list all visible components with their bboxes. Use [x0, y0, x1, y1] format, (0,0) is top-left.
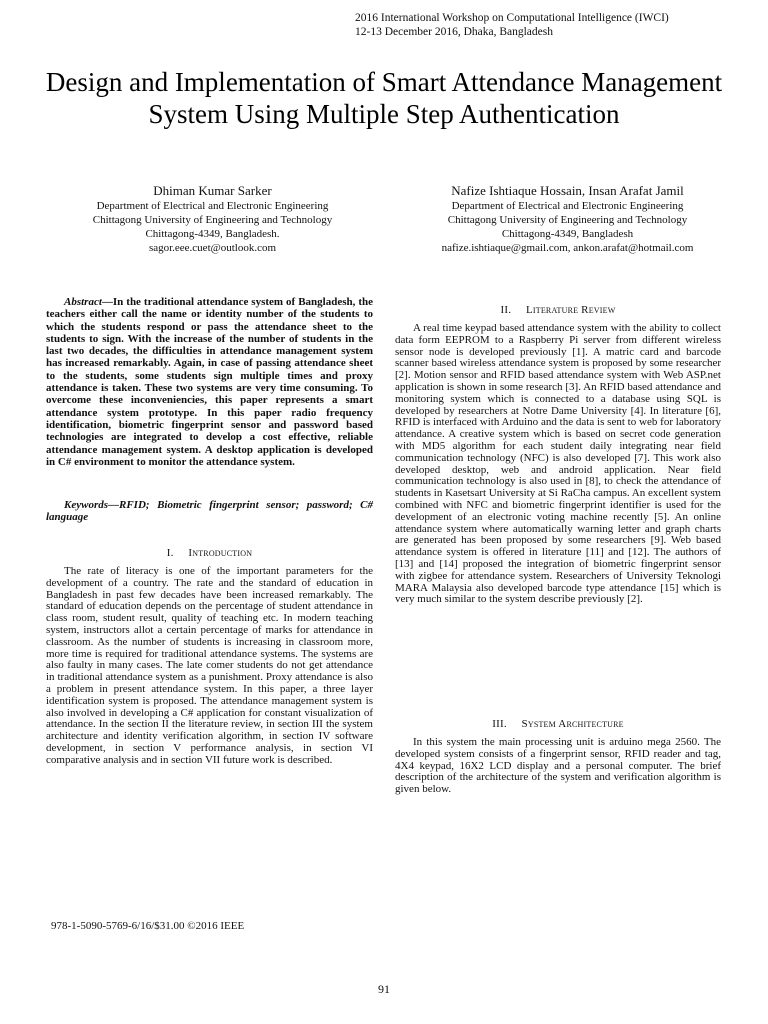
section-heading-system-architecture: [395, 718, 721, 731]
author-university: Chittagong University of Engineering and Technology: [92, 214, 333, 226]
section-heading-literature-review: [395, 304, 721, 317]
author-block-1: [30, 182, 395, 255]
author-department: Department of Electrical and Electronic Engineering: [96, 200, 329, 212]
section-number: III.: [492, 718, 507, 730]
author-name: Dhiman Kumar Sarker: [153, 183, 272, 198]
section-number: II.: [500, 304, 512, 316]
conference-name: 2016 International Workshop on Computational Intelligence (IWCI): [355, 12, 669, 24]
conference-date-location: 12-13 December 2016, Dhaka, Bangladesh: [355, 26, 553, 38]
author-name: Nafize Ishtiaque Hossain, Insan Arafat Jamil: [451, 183, 684, 198]
author-email: sagor.eee.cuet@outlook.com: [148, 242, 277, 254]
keywords: Keywords—RFID; Biometric fingerprint sensor; password; C# language: [46, 499, 373, 524]
paper-title: Design and Implementation of Smart Attendance Management System Using Multiple Step Authentication: [45, 67, 723, 129]
introduction-paragraph: The rate of literacy is one of the important parameters for the development of a country. The rate and the standard of education in Bangladesh in past few decades have been increased remarkably. The standard of education depends on the percentage of student attendance in class room, student result, quality of teaching etc. In modern teaching system, instructors allot a certain percentage of marks for attendance in classroom. As the number of students is increasing in classroom more, more time is required for traditional attendance systems. The systems are also faulty in many cases. The late comer students do not get attendance in traditional attendance system as a punishment. Proxy attendance is also a problem in present attendance system. In this paper, a three layer identification system is proposed. The attendance management system is also involved in developing a C# application for constant visualization of attendance. In the section II the literature review, in section III the system architecture and identity verification algorithm, in section IV software development, in section V performance analysis, in section VI comparative analysis and in section VII future work is described.: [46, 565, 373, 766]
literature-review-body: [395, 323, 721, 606]
author-location: Chittagong-4349, Bangladesh.: [145, 228, 280, 240]
conference-header: [355, 11, 669, 39]
author-location: Chittagong-4349, Bangladesh: [501, 228, 634, 240]
section-title: Literature Review: [525, 304, 616, 316]
copyright-notice: 978-1-5090-5769-6/16/$31.00 ©2016 IEEE: [51, 920, 245, 932]
section-title: System Architecture: [521, 718, 624, 730]
page-number: 91: [378, 982, 390, 996]
author-email: nafize.ishtiaque@gmail.com, ankon.arafat@hotmail.com: [441, 242, 694, 254]
section-title: Introduction: [188, 547, 253, 559]
literature-review-paragraph: A real time keypad based attendance system with the ability to collect data form EEPROM to a Raspberry Pi server from different wireless sensor node is developed previously [1]. A matric card and barcode scanner based wireless attendance system is proposed by some researcher [2]. Motion sensor and RFID based attendance system with Web ASP.net application is shown in some research [3]. An RFID based attendance and monitoring system which is connected to a database using SQL is developed by researchers at Notre Dame University [4]. In literature [6], RFID is interfaced with Arduino and the data is sent to web for laboratory attendance. A creative system which is based on secret code generation with MD5 algorithm for each student daily integrating near field communication technology (NFC) is also developed [7]. This work also developed desktop, web and android application. Near field communication technology is also used in [8], to check the attendance of students in Kasetsart University at Si RaCha campus. An excellent system combined with NFC and biometric fingerprint identifier is used for the development of an electronic voting machine recently [5]. An online attendance system where automatically warning letter and graph charts are generated has been proposed by some researchers [9]. Web based attendance system is offered in literature [11] and [12]. The authors of [13] and [14] proposed the integration of biometric fingerprint sensor with zigbee for attendance system. Researchers of University Teknologi MARA Malaysia also developed barcode type attendance [15] which is very much similar to the system describe previously [2].: [395, 322, 721, 606]
author-department: Department of Electrical and Electronic Engineering: [451, 200, 684, 212]
abstract-label: Abstract: [64, 296, 102, 308]
section-number: I.: [166, 547, 174, 559]
introduction-body: [46, 566, 373, 767]
author-university: Chittagong University of Engineering and Technology: [447, 214, 688, 226]
author-block-2: [385, 182, 750, 255]
section-heading-introduction: [46, 547, 373, 560]
abstract-text: —In the traditional attendance system of Bangladesh, the teachers either call the name or identity number of the students to which the students respond or pass the attendance sheet to the students to sign. With the increase of the number of students in the last two decades, the difficulties in attendance management system has increased remarkably. Again, in case of passing attendance sheet to the students, some students sign multiple times and proxy attendance is taken. These two systems are very time consuming. To overcome these inconveniencies, this paper represents a smart attendance system prototype. In this paper radio frequency identification, biometric fingerprint sensor and password based technologies are integrated to develop a cost effective, reliable attendance management system. A desktop application is developed in C# environment to monitor the attendance system.: [46, 296, 373, 468]
system-architecture-body: [395, 737, 721, 796]
abstract: [46, 296, 373, 468]
system-architecture-paragraph: In this system the main processing unit is arduino mega 2560. The developed system consists of a fingerprint sensor, RFID reader and tag, 4X4 keypad, 16X2 LCD display and a personal computer. The brief description of the architecture of the system and verification algorithm is given below.: [395, 736, 721, 796]
